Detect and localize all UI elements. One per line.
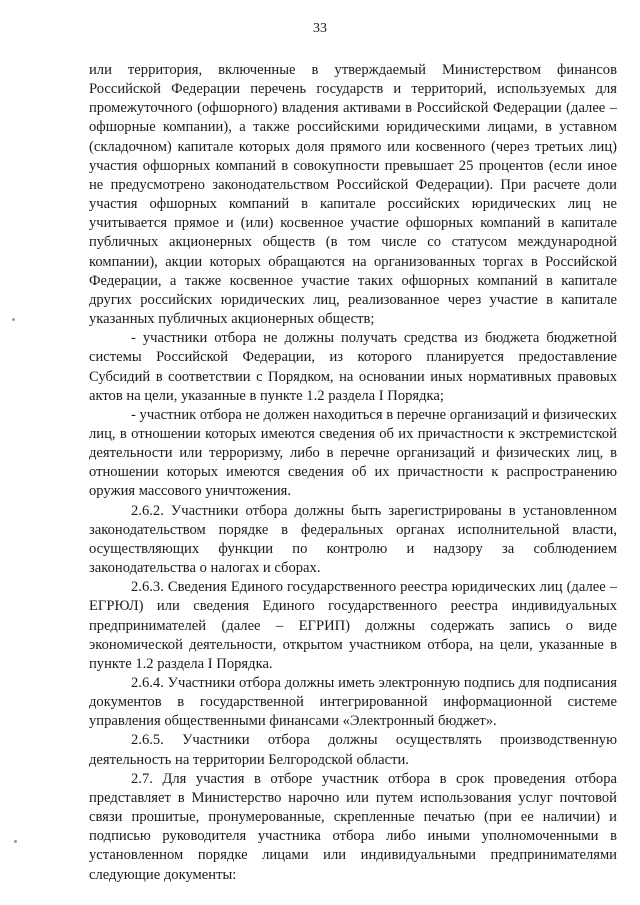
scan-speck [12,318,15,321]
paragraph-2-7: 2.7. Для участия в отборе участник отбора в срок проведения отбора представляет в Министерство нарочно или путем использования услуг почтовой связи прошитые, пронумерованные, скрепленные печатью (при ее наличии) и подписью руководителя участника отбора либо иными уполномоченными в установленном порядке лицами или индивидуальными предпринимателями следующие документы: [89,770,617,883]
paragraph-2-6-2: 2.6.2. Участники отбора должны быть зарегистрированы в установленном законодательством порядке в федеральных органах исполнительной власти, осуществляющих функции по контролю и надзору за соблюдением законодательства о налогах и сборах. [89,502,617,577]
paragraph-bullet-extremism-list: - участник отбора не должен находиться в перечне организаций и физических лиц, в отношении которых имеются сведения об их причастности к экстремистской деятельности или терроризму, либо в перечне организаций и физических лиц, в отношении которых имеются сведения об их причастности к распространению оружия массового уничтожения. [89,406,617,500]
page-number: 33 [313,21,327,36]
paragraph-2-6-5: 2.6.5. Участники отбора должны осуществлять производственную деятельность на территории Белгородской области. [89,732,617,768]
scan-speck [14,840,17,843]
document-body [89,61,617,885]
paragraph-2-6-4: 2.6.4. Участники отбора должны иметь электронную подпись для подписания документов в государственной интегрированной информационной системе управления общественными финансами «Электронный бюджет». [89,675,617,730]
paragraph-2-6-3: 2.6.3. Сведения Единого государственного реестра юридических лиц (далее – ЕГРЮЛ) или сведения Единого государственного реестра индивидуальных предпринимателей (далее – ЕГРИП) должны содержать запись о виде экономической деятельности, открытом участником отбора, на цели, указанные в пункте 1.2 раздела I Порядка. [89,579,617,672]
paragraph-offshore-continuation: или территория, включенные в утверждаемый Министерством финансов Российской Федерации перечень государств и территорий, используемых для промежуточного (офшорного) владения активами в Российской Федерации (далее – офшорные компании), а также российскими юридическими лицами, в уставном (складочном) капитале которых доля прямого или косвенного (через третьих лиц) участия офшорных компаний в совокупности превышает 25 процентов (если иное не предусмотрено законодательством Российской Федерации). При расчете доли участия офшорных компаний в капитале российских юридических лиц не учитывается прямое и (или) косвенное участие офшорных компаний в капитале публичных акционерных обществ (в том числе со статусом международной компании), акции которых обращаются на организованных торгах в Российской Федерации, а также косвенное участие таких офшорных компаний в капитале других российских юридических лиц, реализованное через участие в капитале указанных публичных акционерных обществ; [89,62,617,328]
paragraph-bullet-budget-funds: - участники отбора не должны получать средства из бюджета бюджетной системы Российской Федерации, из которого планируется предоставление Субсидий в соответствии с Порядком, на основании иных нормативных правовых актов на цели, указанные в пункте 1.2 раздела I Порядка; [89,330,617,404]
